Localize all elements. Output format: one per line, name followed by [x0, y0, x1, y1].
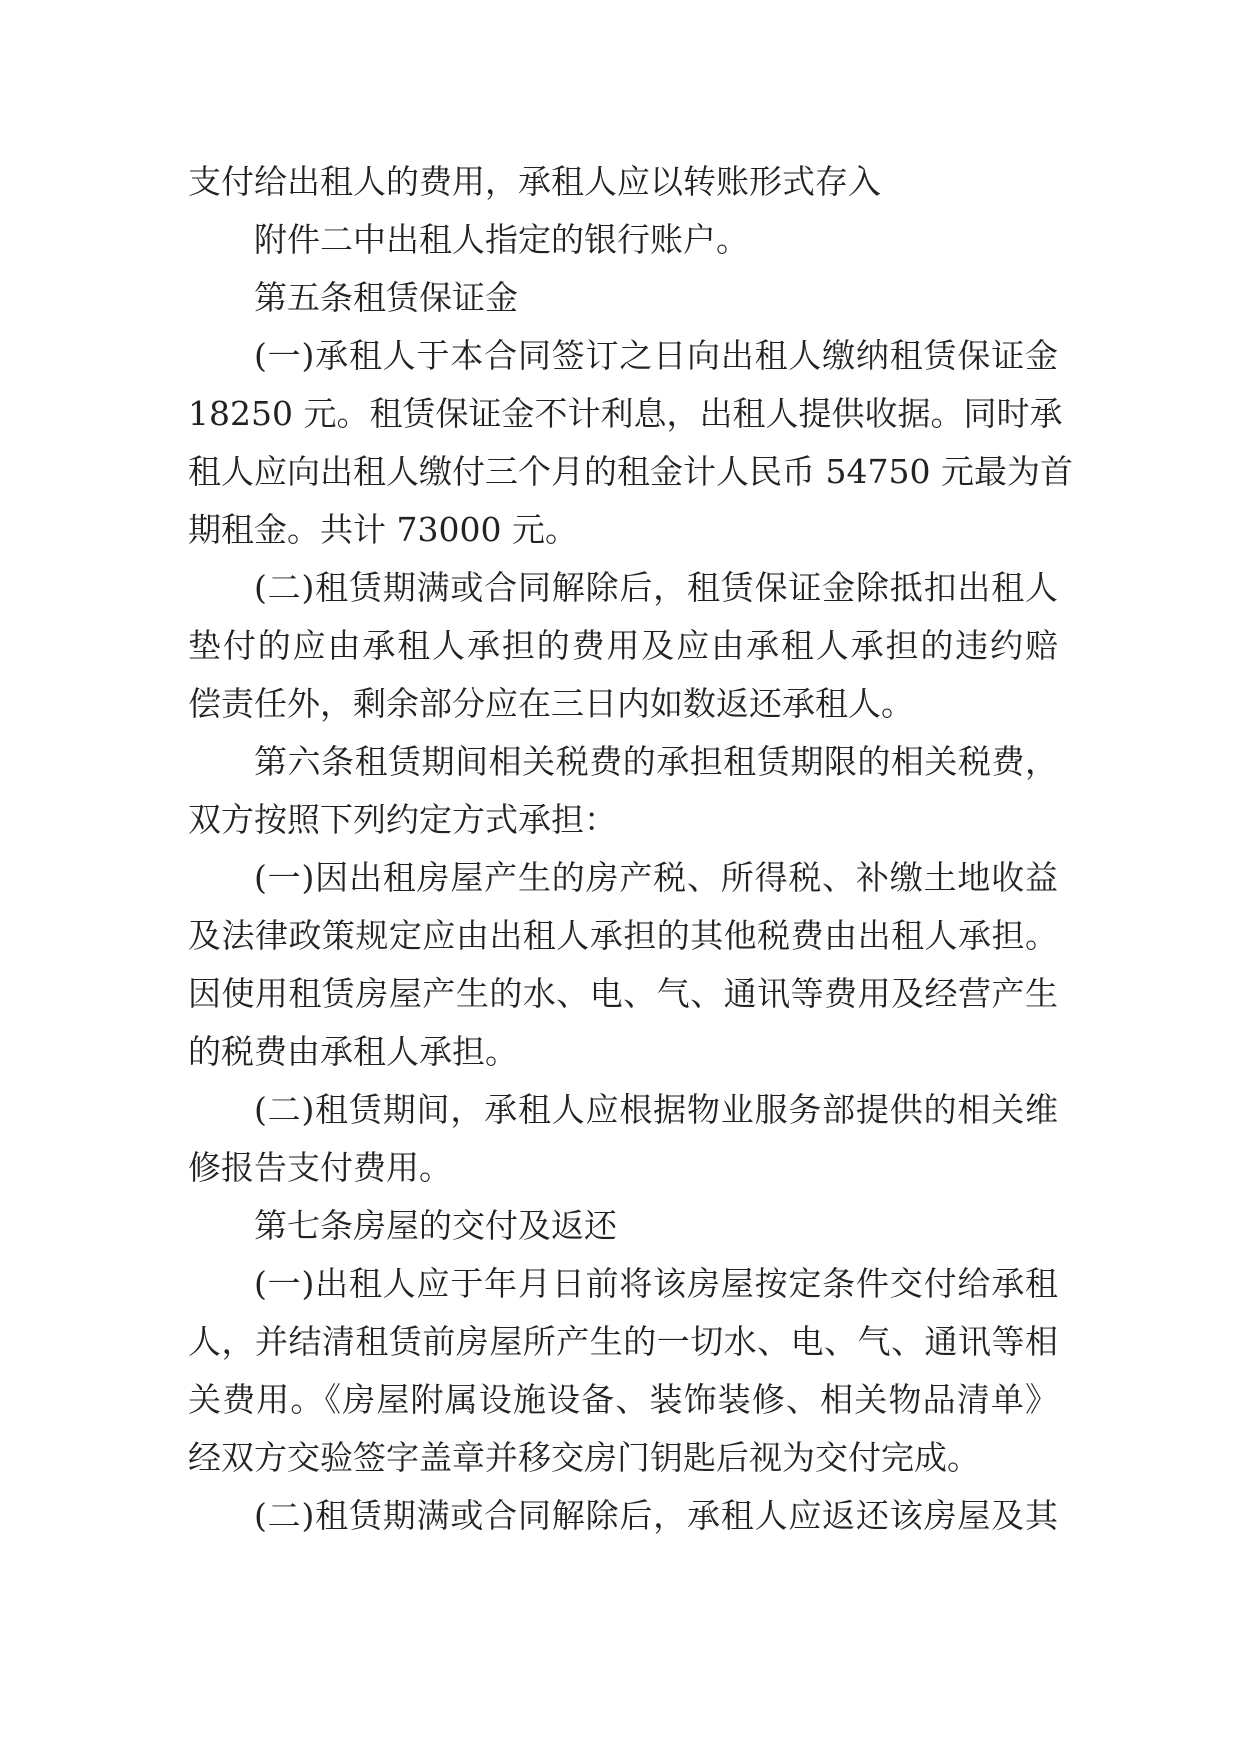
section-heading: 第六条租赁期间相关税费的承担租赁期限的相关税费， — [254, 742, 1058, 781]
text-line: (二)租赁期间，承租人应根据物业服务部提供的相关维 — [254, 1090, 1058, 1129]
text-line: 支付给出租人的费用，承租人应以转账形式存入 — [188, 162, 881, 201]
text-line: (二)租赁期满或合同解除后，承租人应返还该房屋及其 — [254, 1496, 1058, 1535]
text-line: 因使用租赁房屋产生的水、电、气、通讯等费用及经营产生 — [188, 974, 1058, 1013]
text-line: (二)租赁期满或合同解除后，租赁保证金除抵扣出租人 — [254, 568, 1058, 607]
text-line: 租人应向出租人缴付三个月的租金计人民币 54750 元最为首 — [188, 452, 1073, 491]
text-line: (一)出租人应于年月日前将该房屋按定条件交付给承租 — [254, 1264, 1058, 1303]
text-line: 双方按照下列约定方式承担： — [188, 800, 617, 839]
text-line: 期租金。共计 73000 元。 — [188, 510, 578, 549]
text-line: 及法律政策规定应由出租人承担的其他税费由出租人承担。 — [188, 916, 1058, 955]
section-heading: 第七条房屋的交付及返还 — [254, 1206, 617, 1245]
text-line: (一)承租人于本合同签订之日向出租人缴纳租赁保证金 — [254, 336, 1058, 375]
text-line: 修报告支付费用。 — [188, 1148, 452, 1187]
text-line: 18250 元。租赁保证金不计利息，出租人提供收据。同时承 — [188, 394, 1063, 433]
text-line: (一)因出租房屋产生的房产税、所得税、补缴土地收益 — [254, 858, 1058, 897]
document-body — [188, 153, 1073, 1545]
text-line: 附件二中出租人指定的银行账户。 — [254, 220, 749, 259]
text-line: 偿责任外，剩余部分应在三日内如数返还承租人。 — [188, 684, 914, 723]
text-line: 垫付的应由承租人承担的费用及应由承租人承担的违约赔 — [188, 626, 1058, 665]
text-line: 人，并结清租赁前房屋所产生的一切水、电、气、通讯等相 — [188, 1322, 1058, 1361]
text-line: 的税费由承租人承担。 — [188, 1032, 518, 1071]
text-line: 关费用。《房屋附属设施设备、装饰装修、相关物品清单》 — [188, 1380, 1058, 1419]
text-line: 经双方交验签字盖章并移交房门钥匙后视为交付完成。 — [188, 1438, 980, 1477]
section-heading: 第五条租赁保证金 — [254, 278, 518, 317]
